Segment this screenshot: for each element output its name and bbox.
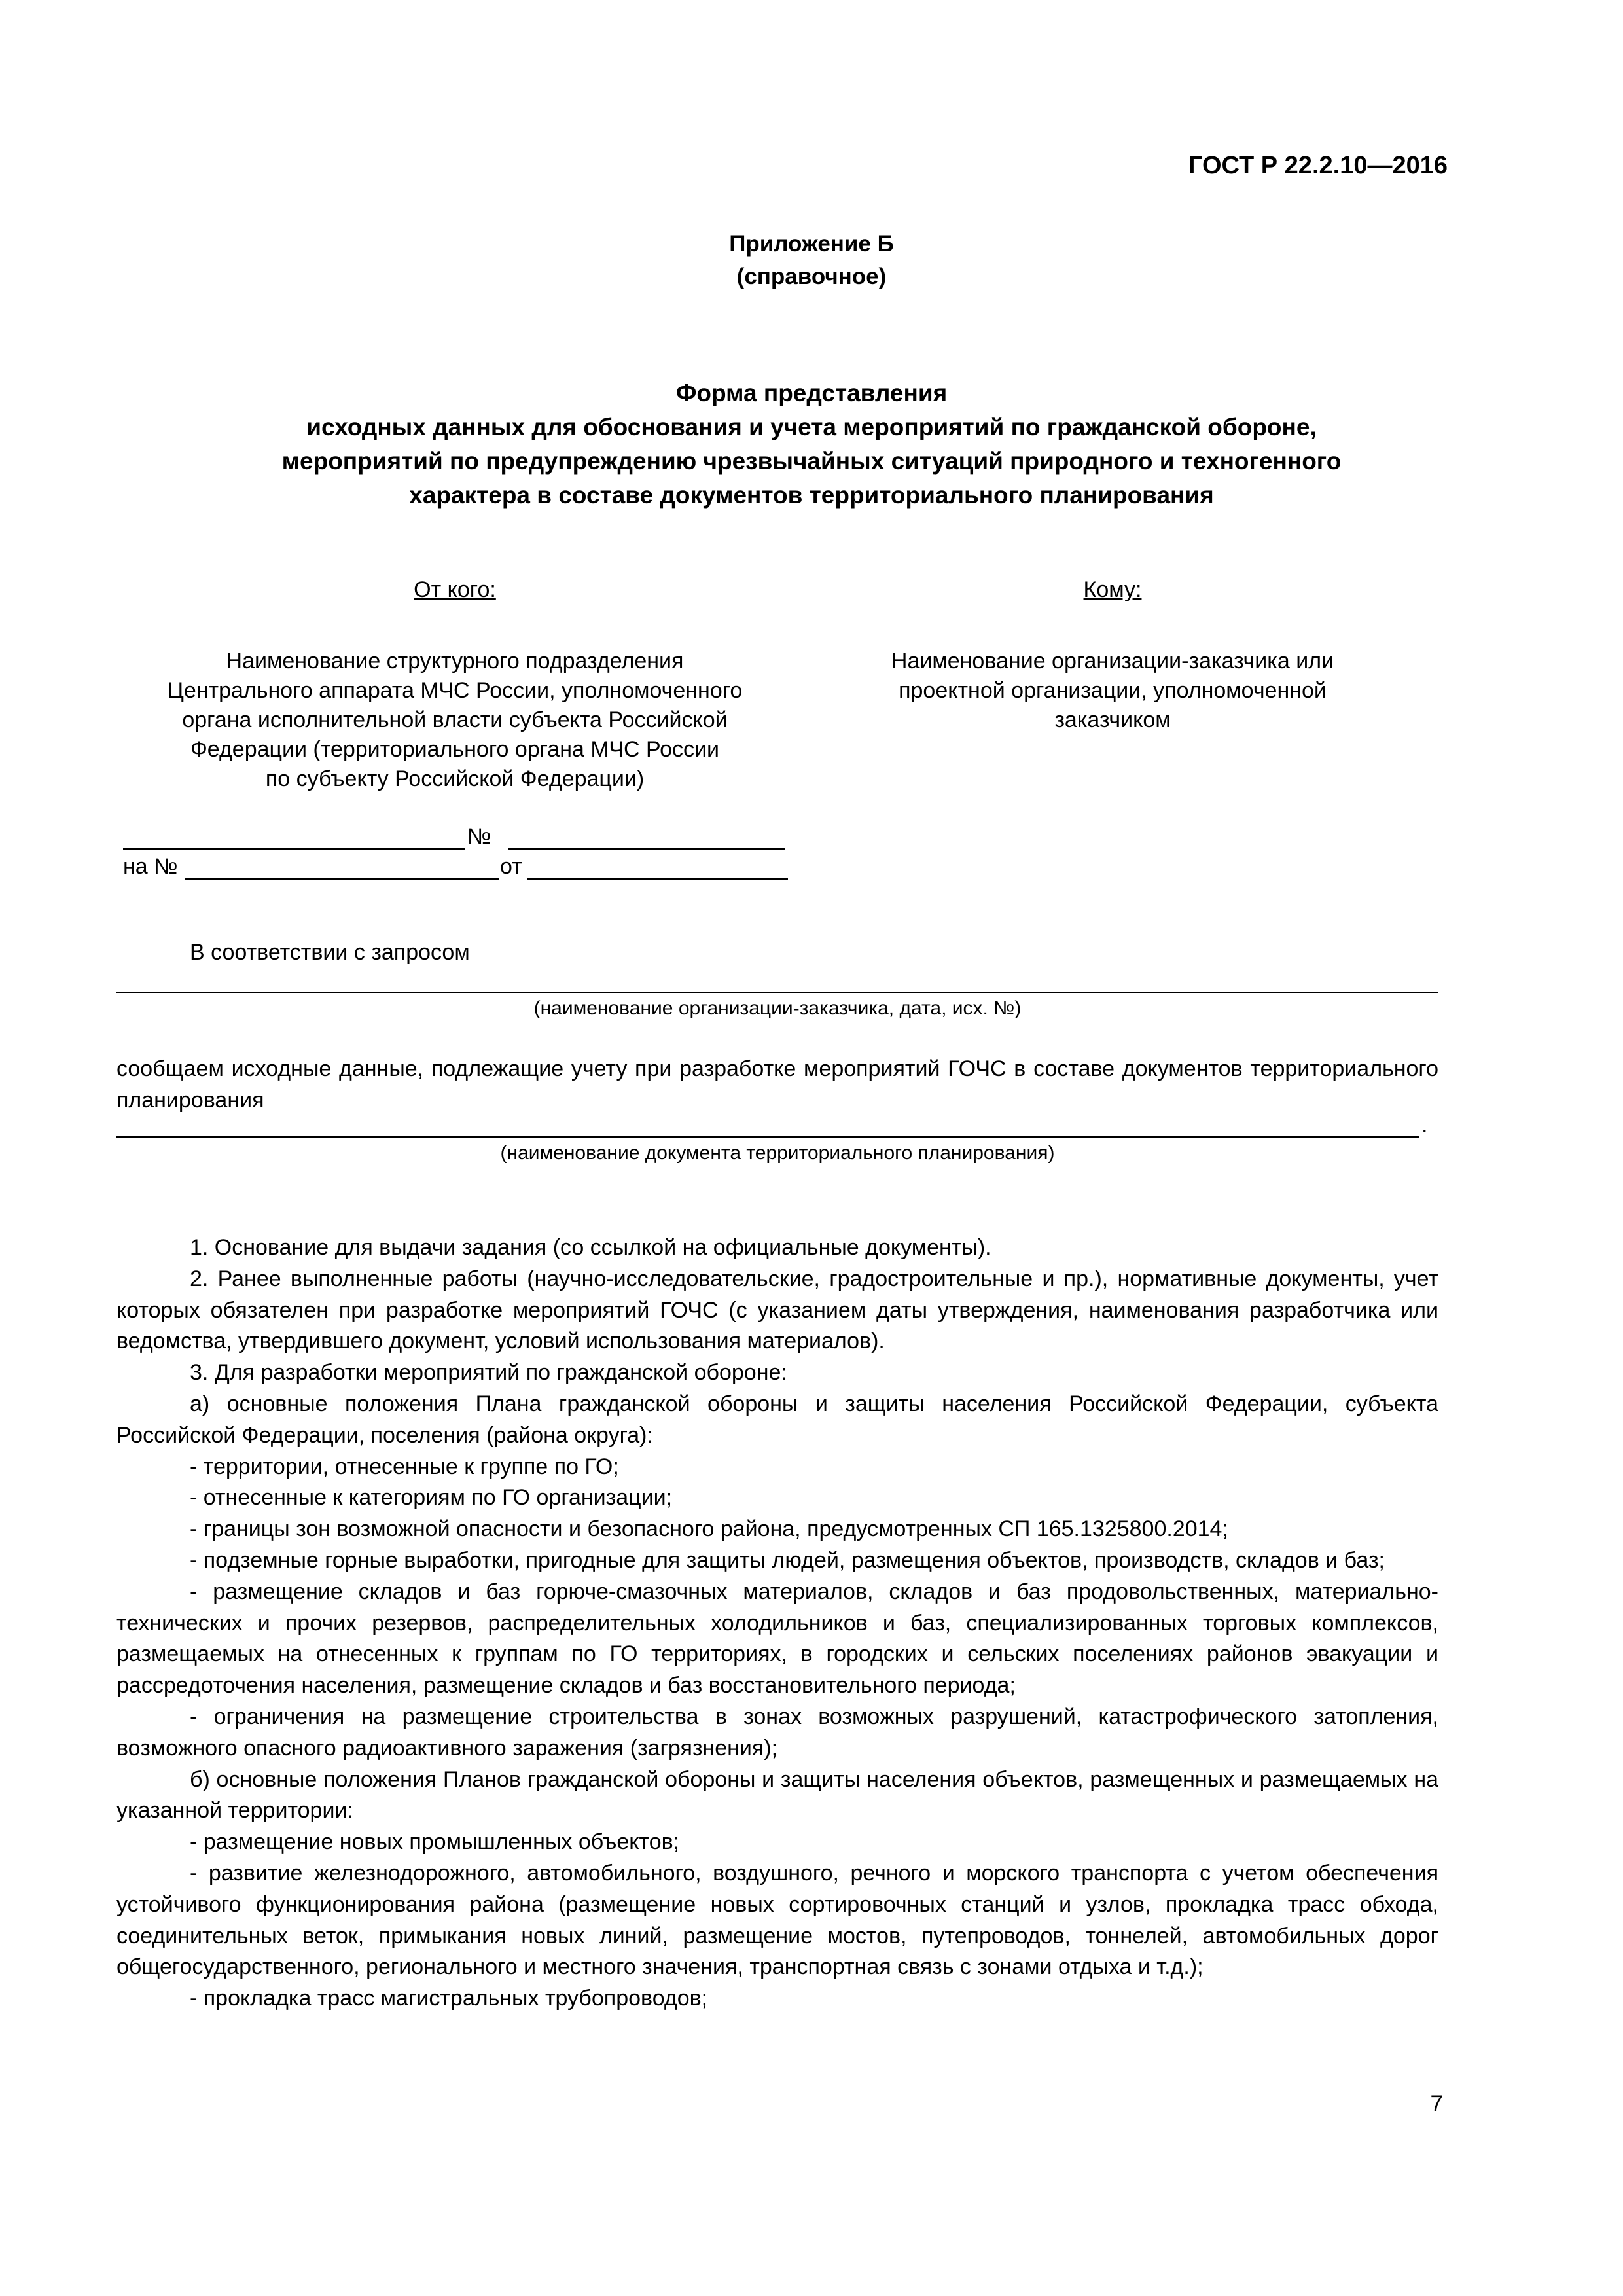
- from-line: по субъекту Российской Федерации): [265, 766, 645, 791]
- from-line: Наименование структурного подразделения: [226, 649, 684, 673]
- list-item: 1. Основание для выдачи задания (со ссылкой на официальные документы).: [190, 1235, 991, 1260]
- request-text: В соответствии с запросом: [190, 940, 470, 965]
- reply-date-line[interactable]: [527, 878, 788, 880]
- report-period: .: [1421, 1113, 1428, 1138]
- list-item: - развитие железнодорожного, автомобильного, воздушного, речного и морского транспорта с учетом обеспечения устойчивого функционирования района (размещение новых сортировочных станций и узлов, прокладка трасс обхода, соединительных веток, примыкания новых линий, размещение мостов, путепроводов, тоннелей, автомобильных дорог общегосударственного, регионального и местного значения, транспортная связь с зонами отдыха и т.д.);: [116, 1860, 1438, 1980]
- page-number: 7: [1430, 2091, 1443, 2117]
- list-item: б) основные положения Планов гражданской обороны и защиты населения объектов, размещенных и размещаемых на указанной территории:: [116, 1767, 1438, 1823]
- list-item: 2. Ранее выполненные работы (научно-исследовательские, градостроительные и пр.), нормативные документы, учет которых обязателен при разработке мероприятий ГОЧС (с указанием даты утверждения, наименования разработчика или ведомства, утвердившего документ, условий использования материалов).: [116, 1266, 1438, 1354]
- to-line: заказчиком: [1054, 708, 1171, 732]
- appendix-title: Приложение Б: [729, 231, 894, 257]
- to-description: [805, 647, 1420, 735]
- reply-date-label: от: [500, 854, 522, 879]
- to-line: Наименование организации-заказчика или: [891, 649, 1334, 673]
- from-line: Центрального аппарата МЧС России, уполномоченного: [167, 678, 743, 703]
- report-caption: (наименование документа территориального планирования): [500, 1142, 1055, 1164]
- to-label-text: Кому:: [1083, 577, 1142, 602]
- reply-to-number-label: на №: [123, 854, 178, 879]
- to-label: [805, 577, 1420, 603]
- report-document-line[interactable]: [116, 1136, 1419, 1138]
- form-title-line: Форма представления: [675, 380, 948, 406]
- form-title-line: характера в составе документов территориального планирования: [409, 482, 1214, 509]
- request-org-line[interactable]: [116, 992, 1438, 993]
- outgoing-date-line[interactable]: [123, 848, 465, 850]
- report-paragraph: сообщаем исходные данные, подлежащие учету при разработке мероприятий ГОЧС в составе документов территориального планирования: [116, 1056, 1438, 1113]
- list-item: а) основные положения Плана гражданской обороны и защиты населения Российской Федерации, субъекта Российской Федерации, поселения (района округа):: [116, 1391, 1438, 1448]
- request-caption: (наименование организации-заказчика, дата, исх. №): [533, 997, 1022, 1019]
- to-line: проектной организации, уполномоченной: [899, 678, 1327, 703]
- list-item: - размещение новых промышленных объектов;: [190, 1829, 680, 1855]
- from-line: Федерации (территориального органа МЧС России: [190, 737, 720, 762]
- list-item: - отнесенные к категориям по ГО организации;: [190, 1485, 673, 1511]
- reply-to-number-line[interactable]: [185, 878, 499, 880]
- appendix-heading: [0, 228, 1623, 293]
- from-label: [118, 577, 792, 603]
- form-title-line: мероприятий по предупреждению чрезвычайных ситуаций природного и техногенного: [281, 448, 1342, 475]
- report-text: [116, 1054, 1438, 1117]
- document-header: ГОСТ Р 22.2.10—2016: [1188, 152, 1448, 179]
- from-label-text: От кого:: [414, 577, 496, 602]
- list-item: - ограничения на размещение строительства в зонах возможных разрушений, катастрофического затопления, возможного опасного радиоактивного заражения (загрязнения);: [116, 1704, 1438, 1761]
- items-list: [116, 1232, 1438, 2015]
- list-item: - прокладка трасс магистральных трубопроводов;: [190, 1986, 708, 2011]
- from-line: органа исполнительной власти субъекта Российской: [182, 708, 728, 732]
- list-item: 3. Для разработки мероприятий по гражданской обороне:: [190, 1360, 787, 1386]
- appendix-note: (справочное): [736, 264, 887, 289]
- from-description: [105, 647, 805, 794]
- outgoing-number-line[interactable]: [508, 848, 785, 850]
- list-item: - территории, отнесенные к группе по ГО;: [190, 1454, 619, 1479]
- list-item: - подземные горные выработки, пригодные для защиты людей, размещения объектов, производств, складов и баз;: [190, 1547, 1385, 1573]
- list-item: - границы зон возможной опасности и безопасного района, предусмотренных СП 165.1325800.2014;: [190, 1516, 1228, 1542]
- number-sign: №: [467, 824, 491, 849]
- list-item: - размещение складов и баз горюче-смазочных материалов, складов и баз продовольственных, материально-технических и прочих резервов, распределительных холодильников и баз, специализированных торговых комплексов, размещаемых на отнесенных к группам по ГО территориях, в городских и сельских поселениях районов эвакуации и рассредоточения населения, размещение складов и баз восстановительного периода;: [116, 1579, 1438, 1698]
- form-title-line: исходных данных для обоснования и учета мероприятий по гражданской обороне,: [306, 414, 1317, 440]
- form-title: [0, 376, 1623, 512]
